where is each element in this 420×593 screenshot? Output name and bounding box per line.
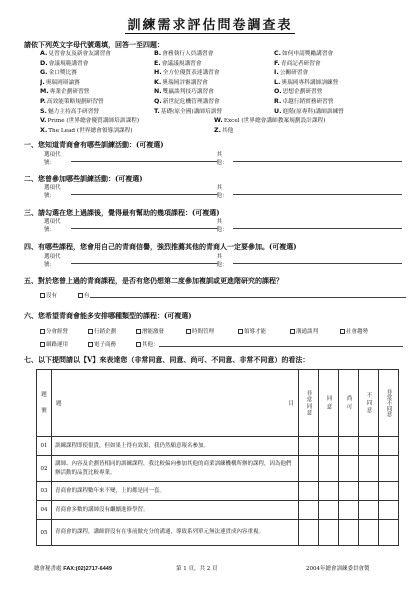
question-4: 四、有哪些課程，您會用自己的青商信譽，強烈推薦其他的青商人一定要參加。(可複選) bbox=[24, 242, 297, 251]
rating-cell[interactable] bbox=[319, 482, 339, 501]
rating-cell[interactable] bbox=[299, 437, 319, 456]
option-item: J.奧瑞岡辯論賽 bbox=[40, 78, 80, 86]
rating-cell[interactable] bbox=[299, 501, 319, 520]
table-header bbox=[37, 370, 399, 437]
header-neutral: 尚可 bbox=[339, 370, 359, 437]
option-item: A.見習會友及新會友講習會 bbox=[40, 50, 111, 57]
option-row bbox=[40, 107, 400, 117]
rating-cell[interactable] bbox=[359, 437, 379, 456]
checkbox-icon[interactable] bbox=[40, 293, 45, 298]
rating-cell[interactable] bbox=[339, 456, 359, 482]
option-item: C.如何申請獎勵講習會 bbox=[274, 50, 334, 57]
checkbox-icon[interactable] bbox=[238, 329, 243, 334]
table-row: 02 講師、內容及企劃皆相同的訓練課程，我比較偏向參加其他的商業訓練機構所辦的課程，因為他們辦活動的品質比較專業。 bbox=[37, 456, 399, 482]
instruction-text: 請依下列英文字母代號選填，回答一至四題： bbox=[24, 40, 164, 49]
rating-cell[interactable] bbox=[379, 520, 399, 546]
rating-cell[interactable] bbox=[299, 456, 319, 482]
code-field-1[interactable] bbox=[71, 156, 216, 162]
rating-cell[interactable] bbox=[319, 501, 339, 520]
checkbox-icon[interactable] bbox=[40, 342, 45, 347]
answer-line-3: 選項代號： 其他： bbox=[44, 222, 402, 230]
question-7: 七、以下提問請以【V】來表達您（非常同意、同意、尚可、不同意、非常不同意）的看法： bbox=[24, 355, 310, 364]
header-strongly-agree: 非常同意 bbox=[299, 370, 319, 437]
question-1: 一、您知道青商會有哪些訓練活動：(可複選) bbox=[24, 140, 164, 149]
option-item: F.青商記者研習會 bbox=[274, 59, 321, 67]
other-field-3[interactable] bbox=[233, 223, 402, 229]
rating-cell[interactable] bbox=[359, 520, 379, 546]
table-row: 05 青商會的課程，講師群沒有在事前做充分的溝通，導致系列單元無法連貫成內容重複。 bbox=[37, 520, 399, 546]
question-3: 三、請勾選在您上過課後，覺得最有幫助的幾項課程：(可複選) bbox=[24, 208, 220, 217]
checkbox-icon[interactable] bbox=[340, 329, 345, 334]
footer-credit: 2004年總會訓練委員會製 bbox=[306, 566, 370, 572]
answer-line-2: 選項代號： 其他： bbox=[44, 188, 402, 196]
option-item: X.The Lead (世界總會領導訓課程) bbox=[40, 126, 133, 134]
option-item: T.基礎(原全國)講師培訓營 bbox=[154, 107, 223, 115]
header-disagree: 不同意 bbox=[359, 370, 379, 437]
option-row bbox=[40, 68, 400, 78]
q6-option[interactable]: 分會經營 bbox=[40, 327, 68, 335]
rating-cell[interactable] bbox=[359, 501, 379, 520]
option-item: L.奧瑞岡專科講師訓練營 bbox=[274, 78, 339, 86]
rating-cell[interactable] bbox=[319, 456, 339, 482]
header-number: 題 號 bbox=[37, 370, 52, 437]
option-item: W.Excel (世界總會講師教案規劃設計課程) bbox=[214, 117, 326, 125]
option-row bbox=[40, 116, 400, 126]
rating-cell[interactable] bbox=[299, 520, 319, 546]
answer-line-4: 選項代號： 其他： bbox=[44, 257, 402, 265]
option-row bbox=[40, 49, 400, 59]
option-item: P.高效能策略規劃研習營 bbox=[40, 97, 104, 105]
option-item: O.思想企劃研習營 bbox=[274, 88, 323, 96]
other-field-4[interactable] bbox=[233, 258, 402, 264]
checkbox-icon[interactable] bbox=[40, 329, 45, 334]
q6-option[interactable]: 電子商務 bbox=[88, 340, 116, 348]
header-agree: 同意 bbox=[319, 370, 339, 437]
option-item: N.雙贏談判技巧講習會 bbox=[154, 88, 214, 96]
code-field-2[interactable] bbox=[71, 189, 216, 195]
rating-table bbox=[36, 369, 399, 546]
option-row bbox=[40, 87, 400, 97]
q6-option[interactable]: 領導才能 bbox=[238, 327, 266, 335]
table-row: 03 青商會的課程數年來不變，上的都是同一套。 bbox=[37, 482, 399, 501]
q6-option[interactable]: 時間管理 bbox=[186, 327, 214, 335]
other-field-2[interactable] bbox=[233, 189, 402, 195]
other-field-1[interactable] bbox=[233, 156, 402, 162]
option-list bbox=[40, 49, 400, 135]
q6-option[interactable]: 行銷企劃 bbox=[88, 327, 116, 335]
option-item: I.公關研習會 bbox=[274, 69, 309, 77]
option-item: D.會議規範講習會 bbox=[40, 59, 89, 67]
question-6: 六、您希望青商會能多安排哪種類型的課程：(可複選) bbox=[24, 311, 192, 320]
answer-line-1: 選項代號： 其他： bbox=[44, 155, 402, 163]
footer-contact: 總會秘書處 FAX:(02)2717-6449 bbox=[34, 566, 112, 572]
table-row: 04 青商會多數的講師沒有繼續進修學習。 bbox=[37, 501, 399, 520]
option-item: E.會議議規講習會 bbox=[154, 59, 202, 67]
code-field-4[interactable] bbox=[71, 258, 216, 264]
option-item: G.金口獎比賽 bbox=[40, 69, 77, 77]
question-2: 二、您曾參加哪些訓練活動：(可複選) bbox=[24, 174, 143, 183]
option-row bbox=[40, 78, 400, 88]
q5-yes-field[interactable] bbox=[90, 292, 406, 298]
option-item: B.會務執行人員講習會 bbox=[154, 50, 214, 57]
checkbox-icon[interactable] bbox=[88, 342, 93, 347]
rating-cell[interactable] bbox=[339, 520, 359, 546]
q5-option-no[interactable]: 沒有 bbox=[40, 291, 57, 299]
question-5: 五、對於您曾上過的青商課程，是否有您仍想第二度參加複訓或更進階研究的課程？ bbox=[24, 276, 283, 285]
rating-cell[interactable] bbox=[379, 501, 399, 520]
rating-cell[interactable] bbox=[379, 437, 399, 456]
option-item: V.Prime (世界總會優質講師培訓課程) bbox=[40, 117, 140, 125]
option-item: H.全方位優質表達講習會 bbox=[154, 69, 220, 77]
code-field-3[interactable] bbox=[71, 223, 216, 229]
option-row bbox=[40, 59, 400, 69]
option-item: U.進階(原專科)講師訓練營 bbox=[274, 107, 344, 115]
option-item: Q.新世紀危機管理講習會 bbox=[154, 97, 220, 105]
option-item: R.卓越行銷實務研習營 bbox=[274, 97, 334, 105]
rating-cell[interactable] bbox=[339, 437, 359, 456]
checkbox-icon[interactable] bbox=[136, 342, 141, 347]
checkbox-icon[interactable] bbox=[78, 293, 83, 298]
table-row: 01 訓練課程即使很貴，但如果上得有效果，我仍然願意報名參加。 bbox=[37, 437, 399, 456]
checkbox-icon[interactable] bbox=[88, 329, 93, 334]
option-item: M.專業企劃研習營 bbox=[40, 88, 90, 96]
rating-cell[interactable] bbox=[339, 482, 359, 501]
rating-cell[interactable] bbox=[319, 520, 339, 546]
option-row bbox=[40, 126, 400, 136]
rating-cell[interactable] bbox=[359, 456, 379, 482]
checkbox-icon[interactable] bbox=[290, 329, 295, 334]
checkbox-icon[interactable] bbox=[186, 329, 191, 334]
rating-cell[interactable] bbox=[379, 482, 399, 501]
option-item: K.奧瑞岡評審講習會 bbox=[154, 78, 208, 86]
rating-cell[interactable] bbox=[339, 501, 359, 520]
q6-option[interactable]: 潛能激發 bbox=[136, 327, 164, 335]
option-row bbox=[40, 97, 400, 107]
q6-option[interactable]: 網路運用 bbox=[40, 340, 68, 348]
q5-option-yes[interactable]: 有 bbox=[78, 291, 406, 299]
option-item: S.魅力主持高手研習營 bbox=[40, 107, 100, 115]
rating-cell[interactable] bbox=[299, 482, 319, 501]
header-strongly-disagree: 非常不同意 bbox=[379, 370, 399, 437]
q6-option-other[interactable]: 其他： bbox=[136, 340, 403, 348]
q6-option[interactable]: 溝通談判 bbox=[290, 327, 318, 335]
q6-other-field[interactable] bbox=[159, 341, 403, 347]
page-title: 訓練需求評估問卷調查表 bbox=[127, 18, 293, 33]
option-item: Z.其他 bbox=[214, 126, 234, 134]
header-question: 題 目 bbox=[52, 370, 299, 437]
rating-cell[interactable] bbox=[379, 456, 399, 482]
rating-cell[interactable] bbox=[319, 437, 339, 456]
footer-page-number: 第 1 頁，共 2 頁 bbox=[176, 566, 218, 572]
rating-cell[interactable] bbox=[359, 482, 379, 501]
checkbox-icon[interactable] bbox=[136, 329, 141, 334]
q6-option[interactable]: 社會趨勢 bbox=[340, 327, 368, 335]
